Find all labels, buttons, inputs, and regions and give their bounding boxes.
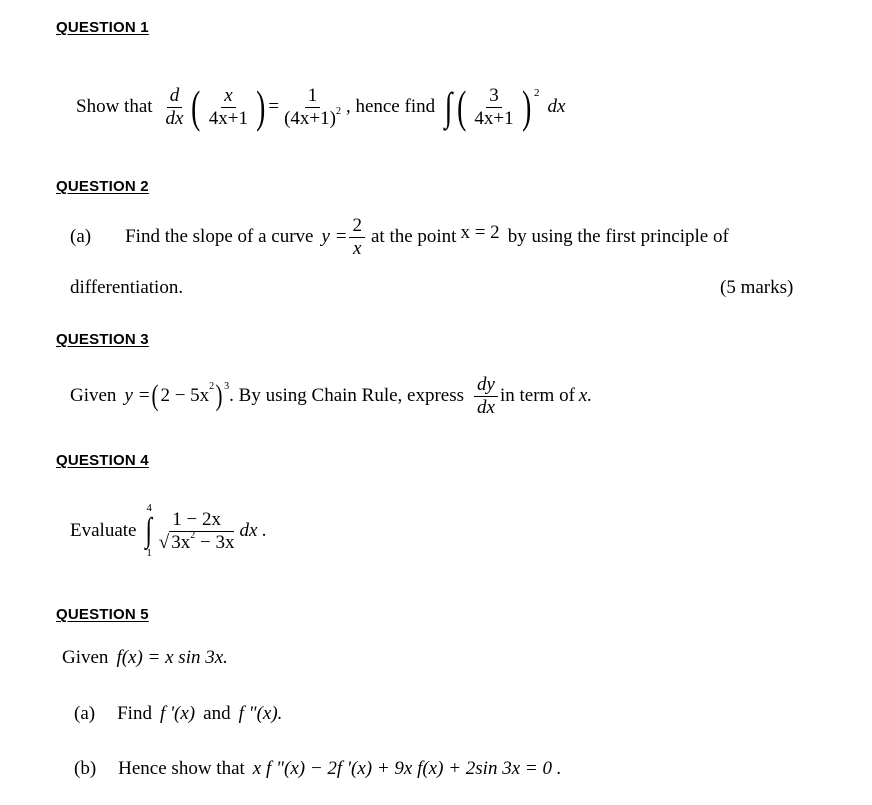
integral-sign: ∫ <box>444 84 453 129</box>
question-2-continuation: differentiation. <box>70 277 184 298</box>
question-1-heading: QUESTION 1 <box>56 19 149 36</box>
fraction-2-over-x: $\frac{2}{x}$ <box>349 216 365 259</box>
fraction-dy-dx: $\frac{dy}{dx}$ <box>474 375 498 418</box>
question-2-part-a: (a) Find the slope of a curve y = $\frac{2}{x}$ at the point x = 2 by using the first principle of <box>70 215 729 259</box>
question-5-part-a: (a) Find f '(x) and f "(x). <box>74 703 283 724</box>
question-3-body: Given y = ( 2 − 5x 2 ) 3 . By using Chain Rule, express $\frac{dy}{dx}$ in term of x. <box>70 374 593 418</box>
definite-integral: 4 ∫ 1 <box>145 502 153 559</box>
question-5-heading: QUESTION 5 <box>56 606 149 623</box>
integrand-fraction: $\frac{1 - 2x}{√ 3x^2 - 3x}$ <box>158 508 235 553</box>
derivative-operator: $\frac{d}{dx}$ <box>165 84 184 129</box>
question-1-body: Show that $\frac{d}{dx}$ ( $\frac{x}{4x+1}$ ) = $\frac{1}{(4x+1)^2}$ , hence find ∫ ( $\frac{3}{4x+1}$ ) 2 dx <box>76 81 566 132</box>
hence-find-text: , hence find <box>345 96 436 117</box>
equals-sign: = <box>268 96 280 117</box>
marks-label: (5 marks) <box>720 277 794 298</box>
fraction-3-over-4x-plus-1: $\frac{3}{4x+1}$ <box>474 84 514 129</box>
question-2-heading: QUESTION 2 <box>56 178 149 195</box>
fraction-x-over-4x-plus-1: $\frac{x}{4x+1}$ <box>208 84 249 129</box>
question-5-part-b: (b) Hence show that x f "(x) − 2f '(x) + 9x f(x) + 2sin 3x = 0 . <box>74 758 562 779</box>
fraction-result: $\frac{1}{(4x+1)^2}$ <box>284 84 341 129</box>
question-4-heading: QUESTION 4 <box>56 452 149 469</box>
question-4-body: Evaluate 4 ∫ 1 $\frac{1 - 2x}{√ 3x^2 - 3x}$ dx . <box>70 502 267 559</box>
question-5-given: Given f(x) = x sin 3x. <box>62 647 228 668</box>
question-3-heading: QUESTION 3 <box>56 331 149 348</box>
show-that-text: Show that <box>76 96 153 117</box>
